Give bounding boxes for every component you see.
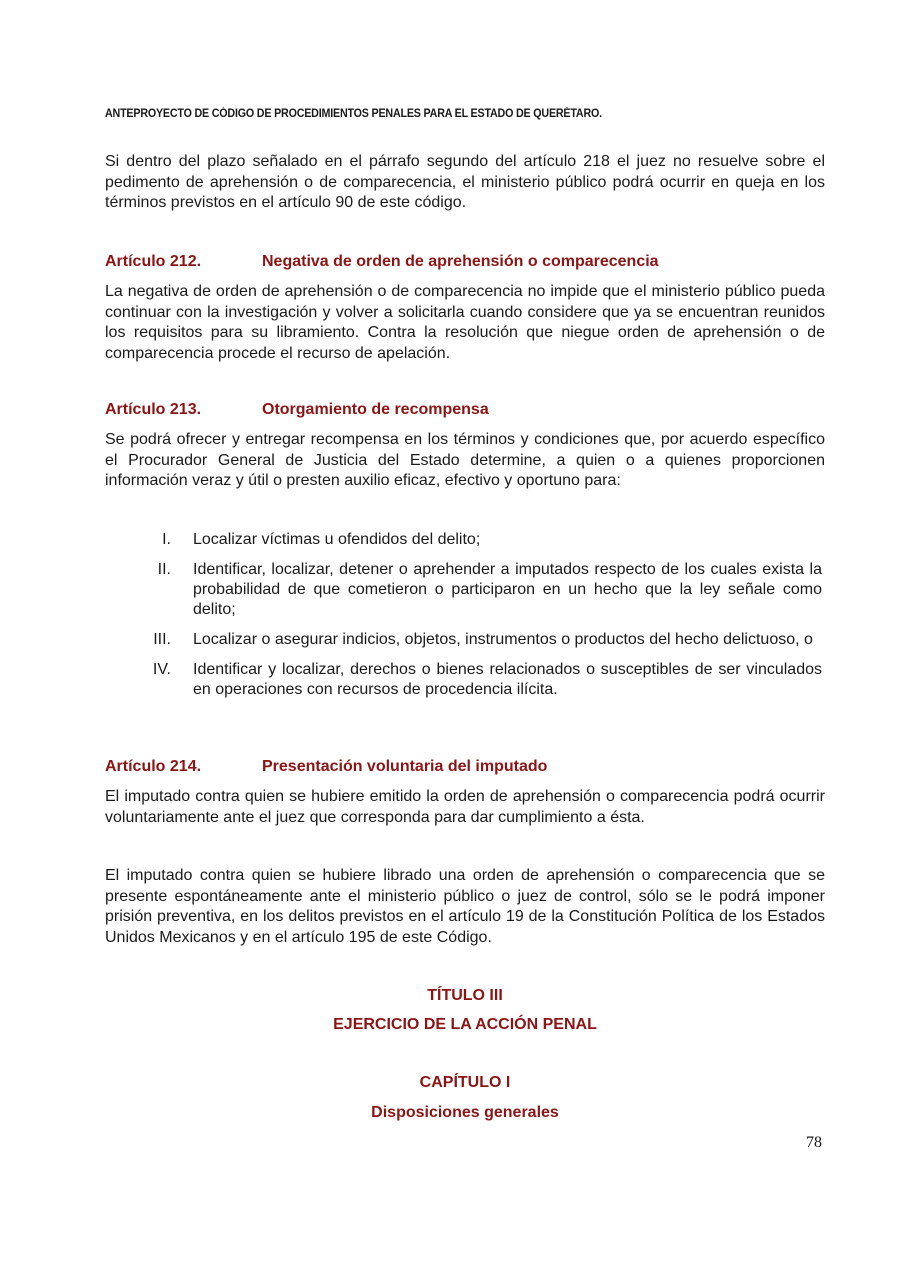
list-item: [105, 560, 822, 620]
article-title: Otorgamiento de recompensa: [262, 401, 489, 418]
list-numeral: III.: [153, 631, 171, 648]
list-numeral: II.: [157, 561, 171, 578]
page-number: 78: [806, 1134, 822, 1151]
list-item: [105, 660, 822, 700]
article-212-paragraph: La negativa de orden de aprehensión o de comparecencia no impide que el ministerio público pueda continuar con la investigación y volver a solicitarla cuando considere que ya se encuentran reunidos los requisitos para su libramiento. Contra la resolución que niegue orden de aprehensión o de comparecencia procede el recurso de apelación.: [105, 283, 825, 362]
article-214-heading: [105, 758, 825, 776]
list-text: Identificar y localizar, derechos o bienes relacionados o susceptibles de ser vinculados en operaciones con recursos de procedencia ilícita.: [193, 661, 822, 698]
list-numeral: IV.: [152, 661, 171, 678]
article-number: Artículo 212.: [105, 253, 202, 270]
capitulo-name: Disposiciones generales: [371, 1104, 559, 1121]
document-header: ANTEPROYECTO DE CÓDIGO DE PROCEDIMIENTOS PENALES PARA EL ESTADO DE QUERÉTARO.: [105, 108, 602, 120]
article-title: Presentación voluntaria del imputado: [262, 758, 548, 775]
list-numeral: I.: [162, 531, 171, 548]
article-number: Artículo 214.: [105, 758, 202, 775]
list-text: Localizar víctimas u ofendidos del delito;: [193, 531, 481, 548]
titulo-heading: TÍTULO III: [427, 987, 503, 1004]
list-text: Localizar o asegurar indicios, objetos, instrumentos o productos del hecho delictuoso, o: [193, 631, 813, 648]
list-item: [105, 530, 822, 550]
article-212-heading: [105, 253, 825, 271]
article-213-heading: [105, 401, 825, 419]
list-item: [105, 630, 822, 650]
capitulo-heading: CAPÍTULO I: [419, 1074, 511, 1091]
article-214-paragraph-1: El imputado contra quien se hubiere emitido la orden de aprehensión o comparecencia podrá ocurrir voluntariamente ante el juez que corresponda para dar cumplimiento a ésta.: [105, 788, 825, 826]
titulo-name: EJERCICIO DE LA ACCIÓN PENAL: [333, 1016, 597, 1033]
intro-paragraph: Si dentro del plazo señalado en el párrafo segundo del artículo 218 el juez no resuelve sobre el pedimento de aprehensión o de comparecencia, el ministerio público podrá ocurrir en queja en los términos previstos en el artículo 90 de este código.: [105, 153, 825, 211]
list-text: Identificar, localizar, detener o aprehender a imputados respecto de los cuales exista la probabilidad de que cometieron o participaron en un hecho que la ley señale como delito;: [193, 561, 822, 618]
article-213-list: [105, 530, 822, 710]
article-213-paragraph: Se podrá ofrecer y entregar recompensa en los términos y condiciones que, por acuerdo específico el Procurador General de Justicia del Estado determine, a quien o a quienes proporcionen información veraz y útil o presten auxilio eficaz, efectivo y oportuno para:: [105, 431, 825, 489]
article-214-paragraph-2: El imputado contra quien se hubiere librado una orden de aprehensión o comparecencia que se presente espontáneamente ante el ministerio público o juez de control, sólo se le podrá imponer prisión preventiva, en los delitos previstos en el artículo 19 de la Constitución Política de los Estados Unidos Mexicanos y en el artículo 195 de este Código.: [105, 867, 825, 946]
article-number: Artículo 213.: [105, 401, 202, 418]
article-title: Negativa de orden de aprehensión o comparecencia: [262, 253, 659, 270]
